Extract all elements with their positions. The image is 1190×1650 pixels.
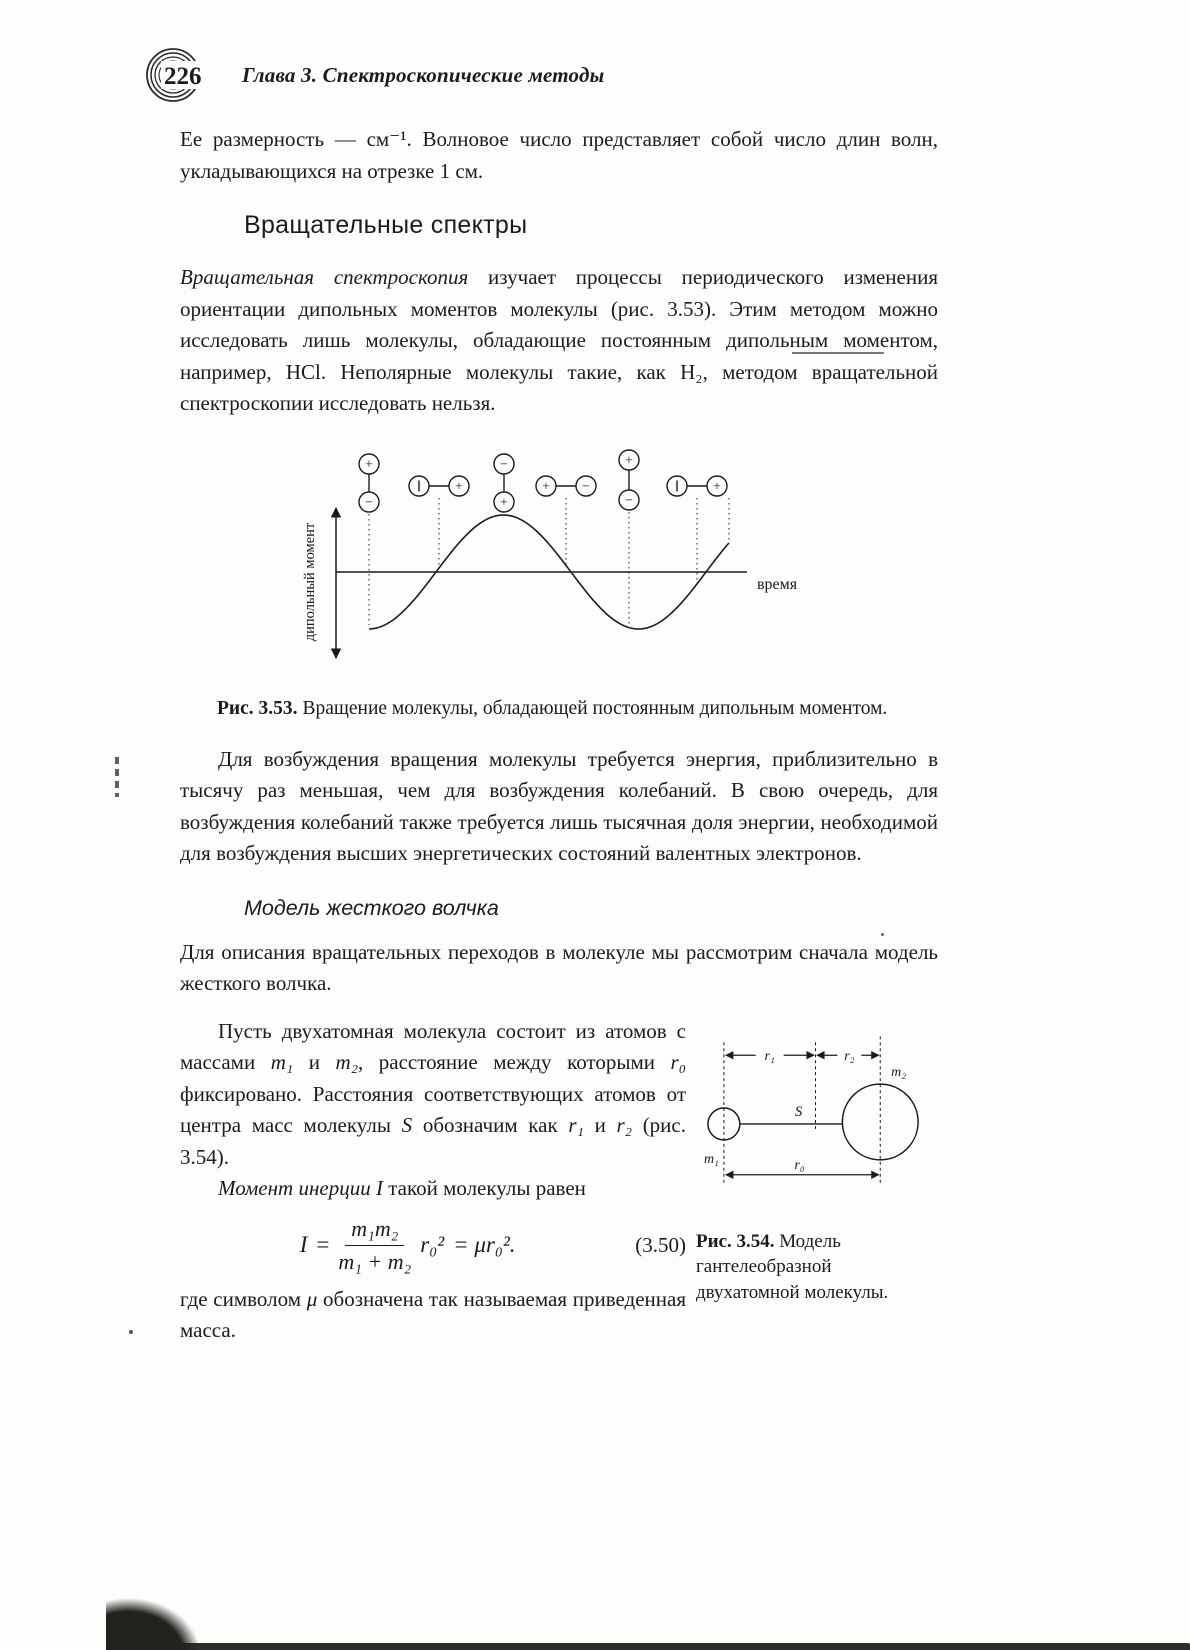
paragraph-text: , расстояние между которыми <box>358 1050 671 1074</box>
emphasis-rotational-spectroscopy: Вращательная спектроскопия <box>180 265 469 289</box>
label-r0: r₀ <box>794 1157 805 1173</box>
equation-expression <box>300 1217 516 1274</box>
scan-artifact-left-marks <box>115 757 119 797</box>
figure-3-53-caption <box>217 696 901 722</box>
figure-3-54-caption <box>696 1229 938 1306</box>
paragraph-moment-of-inertia <box>180 1173 686 1205</box>
scan-artifact-speck <box>881 933 884 936</box>
projection-dotted-lines <box>369 498 729 626</box>
minus-sign: − <box>625 493 633 508</box>
figure-3-53-diagram <box>299 442 819 682</box>
plus-sign: + <box>500 495 508 510</box>
variable-m2: m₂ <box>335 1050 358 1074</box>
equation-rhs: = μr₀². <box>453 1232 516 1258</box>
plus-sign: + <box>365 457 373 472</box>
paragraph-text: такой молекулы равен <box>382 1176 586 1200</box>
molecule-horizontal-2 <box>536 476 596 496</box>
variable-r0: r₀ <box>670 1050 686 1074</box>
paragraph-text: (рис. 3.54). <box>180 1113 686 1169</box>
paragraph-text: и <box>293 1050 336 1074</box>
paragraph-text: и <box>583 1113 617 1137</box>
label-m2: m₂ <box>891 1064 907 1080</box>
scan-artifact-corner-blob <box>106 1588 218 1650</box>
equation-3-50 <box>180 1217 686 1274</box>
plus-sign: + <box>455 479 463 494</box>
plus-sign: + <box>713 479 721 494</box>
scan-artifact-stray-line <box>792 352 884 354</box>
paragraph-wavenumber: Ее размерность — см⁻¹. Волновое число представляет собой число длин волн, укладывающихся на отрезке 1 см. <box>180 127 938 183</box>
figure-3-53 <box>180 442 938 682</box>
plus-sign: + <box>542 479 550 494</box>
caption-text: Модель гантелеобразной двухатомной молекулы. <box>696 1230 889 1303</box>
atom-m1 <box>708 1108 740 1140</box>
section-heading-rotational-spectra: Вращательные спектры <box>244 211 528 239</box>
emphasis-moment-of-inertia: Момент инерции I <box>218 1176 383 1200</box>
plus-sign: + <box>625 453 633 468</box>
molecule-vertical-3 <box>619 450 639 510</box>
subsection-heading-rigid-rotor: Модель жесткого волчка <box>244 895 499 920</box>
scan-artifact-dot <box>129 1330 133 1334</box>
figure-3-54-diagram <box>696 1020 940 1210</box>
y-axis-label: дипольный момент <box>302 522 318 641</box>
paragraph-text: обозначена так называемая приведенная масса. <box>180 1286 686 1343</box>
paragraph-text: где символом <box>180 1286 307 1311</box>
variable-S: S <box>401 1113 413 1137</box>
paragraph-reduced-mass <box>180 1284 686 1347</box>
molecule-horizontal-1 <box>409 476 469 496</box>
molecule-vertical-2 <box>494 454 514 512</box>
caption-label: Рис. 3.54. <box>696 1230 775 1252</box>
paragraph-rotational-spectroscopy <box>180 262 938 420</box>
equation-factor: r₀² <box>420 1232 445 1258</box>
scan-artifact-bottom-edge <box>122 1643 1190 1650</box>
molecule-horizontal-3 <box>667 476 727 496</box>
two-column-block <box>180 1016 938 1347</box>
minus-sign: − <box>365 495 373 510</box>
paragraph-excitation-energy: Для возбуждения вращения молекулы требуется энергия, приблизительно в тысячу раз меньшая, чем для возбуждения колебаний. В свою очередь, для возбуждения колебаний также требуется лишь тысячная доля энергии, необходимой для возбуждения высших энергетических состояний валентных электронов. <box>180 746 938 865</box>
minus-sign: − <box>500 457 508 472</box>
variable-r2: r₂ <box>616 1113 632 1137</box>
figure-3-54 <box>686 1016 938 1347</box>
label-center-of-mass: S <box>794 1103 803 1120</box>
text-column <box>180 1016 686 1347</box>
spiral-page-number-logo <box>146 46 220 104</box>
variable-mu: μ <box>306 1286 318 1311</box>
fraction-numerator: m₁m₂ <box>345 1217 404 1246</box>
fraction-denominator: m₁ + m₂ <box>338 1248 412 1274</box>
molecule-vertical-1 <box>359 454 379 512</box>
paragraph-text: обозначим как <box>412 1113 569 1137</box>
equation-lhs: I <box>299 1232 308 1258</box>
minus-sign: − <box>582 479 590 494</box>
paragraph-text: фиксировано. Расстояния соответствующих атомов от центра масс молекулы <box>180 1081 686 1137</box>
paragraph-text: изучает процессы периодического изменения ориентации дипольных моментов молекулы (рис. 3.53). Этим методом можно исследовать лишь молекулы, обладающие постоянным дипольным моментом, например, HCl. Неполярные молекулы такие, как H₂, методом вращательной спектроскопии исследовать нельзя. <box>180 265 939 415</box>
equation-number: (3.50) <box>635 1232 686 1257</box>
page-number: 226 <box>164 63 202 90</box>
page-header <box>146 46 938 104</box>
caption-text: Вращение молекулы, обладающей постоянным дипольным моментом. <box>302 697 888 719</box>
label-r1: r₁ <box>764 1048 775 1064</box>
paragraph-rigid-rotor-intro: Для описания вращательных переходов в молекуле мы рассмотрим сначала модель жесткого волчка. <box>180 939 938 995</box>
x-axis-label: время <box>757 575 798 593</box>
label-r2: r₂ <box>844 1048 855 1064</box>
label-m1: m₁ <box>703 1151 719 1167</box>
variable-m1: m₁ <box>270 1050 294 1074</box>
chapter-title: Глава 3. Спектроскопические методы <box>242 62 605 87</box>
paragraph-diatomic-molecule <box>180 1016 686 1174</box>
variable-r1: r₁ <box>568 1113 584 1137</box>
fraction <box>338 1217 411 1274</box>
equals-sign: = <box>316 1232 330 1258</box>
caption-label: Рис. 3.53. <box>217 697 298 719</box>
paragraph-text: Пусть двухатомная молекула состоит из атомов с массами <box>180 1018 686 1074</box>
